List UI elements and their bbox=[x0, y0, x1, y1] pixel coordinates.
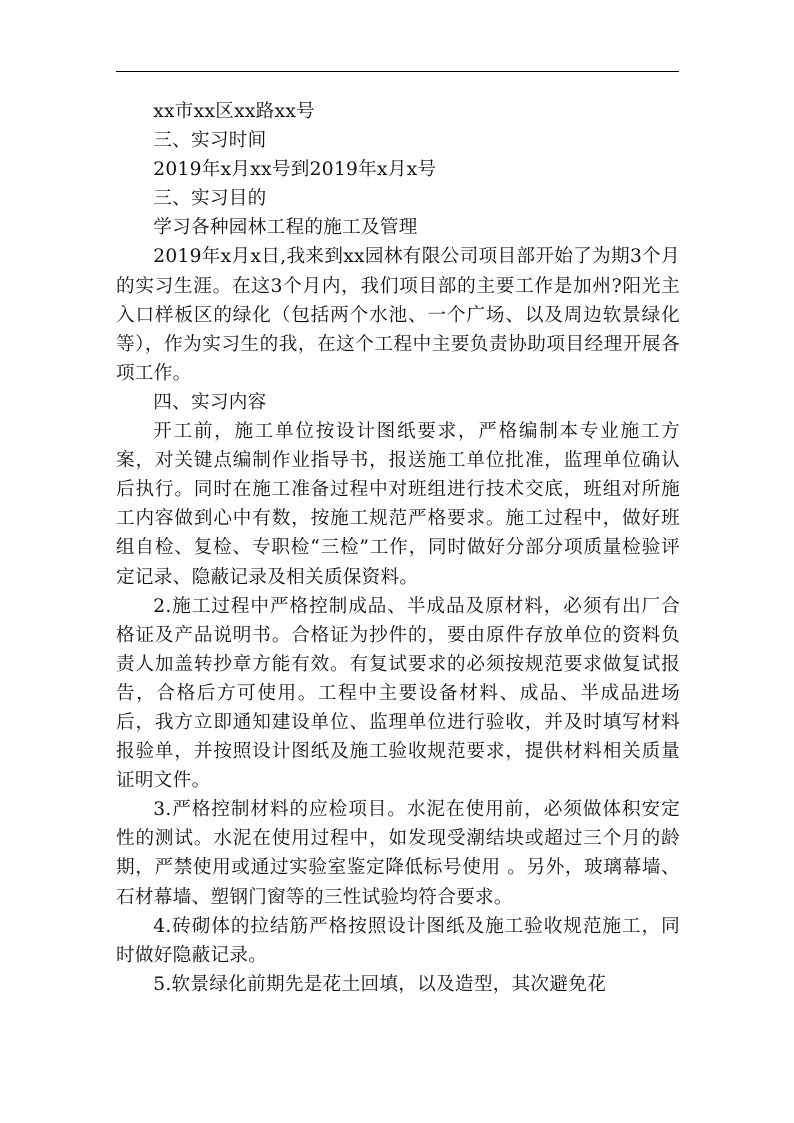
body-paragraph: 开工前，施工单位按设计图纸要求，严格编制本专业施工方案，对关键点编制作业指导书，报送施工单位批准，监理单位确认后执行。同时在施工准备过程中对班组进行技术交底，班组对所施工内容做到心中有数，按施工规范严格要求。施工过程中，做好班组自检、复检、专职检“三检”工作，同时做好分部分项质量检验评定记录、隐蔽记录及相关质保资料。 bbox=[116, 421, 680, 588]
document-body bbox=[116, 97, 680, 999]
internship-date-range: 2019年x月xx号到2019年x月x号 bbox=[153, 159, 437, 181]
body-paragraph: 2.施工过程中严格控制成品、半成品及原材料，必须有出厂合格证及产品说明书。合格证为抄件的，要由原件存放单位的资料负责人加盖转抄章方能有效。有复试要求的必须按规范要求做复试报告，合格后方可使用。工程中主要设备材料、成品、半成品进场后，我方立即通知建设单位、监理单位进行验收，并及时填写材料报验单，并按照设计图纸及施工验收规范要求，提供材料相关质量证明文件。 bbox=[116, 595, 680, 792]
section-heading-internship-content: 四、实习内容 bbox=[153, 391, 267, 413]
section-heading-internship-purpose: 三、实习目的 bbox=[153, 188, 267, 210]
body-paragraph: 5.软景绿化前期先是花土回填，以及造型，其次避免花 bbox=[153, 973, 607, 995]
section-heading-internship-time: 三、实习时间 bbox=[153, 130, 267, 152]
body-paragraph: 4.砖砌体的拉结筋严格按照设计图纸及施工验收规范施工，同时做好隐蔽记录。 bbox=[116, 915, 680, 966]
body-paragraph: 2019年x月x日,我来到xx园林有限公司项目部开始了为期3个月的实习生涯。在这3个月内，我们项目部的主要工作是加州?阳光主入口样板区的绿化（包括两个水池、一个广场、以及周边软景绿化等），作为实习生的我，在这个工程中主要负责协助项目经理开展各项工作。 bbox=[116, 246, 680, 384]
internship-purpose-text: 学习各种园林工程的施工及管理 bbox=[153, 217, 418, 239]
header-rule bbox=[116, 71, 679, 72]
body-paragraph: 3.严格控制材料的应检项目。水泥在使用前，必须做体积安定性的测试。水泥在使用过程中，如发现受潮结块或超过三个月的龄期，严禁使用或通过实验室鉴定降低标号使用 。另外，玻璃幕墙、石材幕墙、塑钢门窗等的三性试验均符合要求。 bbox=[116, 799, 680, 908]
address-line: xx市xx区xx路xx号 bbox=[153, 101, 316, 122]
